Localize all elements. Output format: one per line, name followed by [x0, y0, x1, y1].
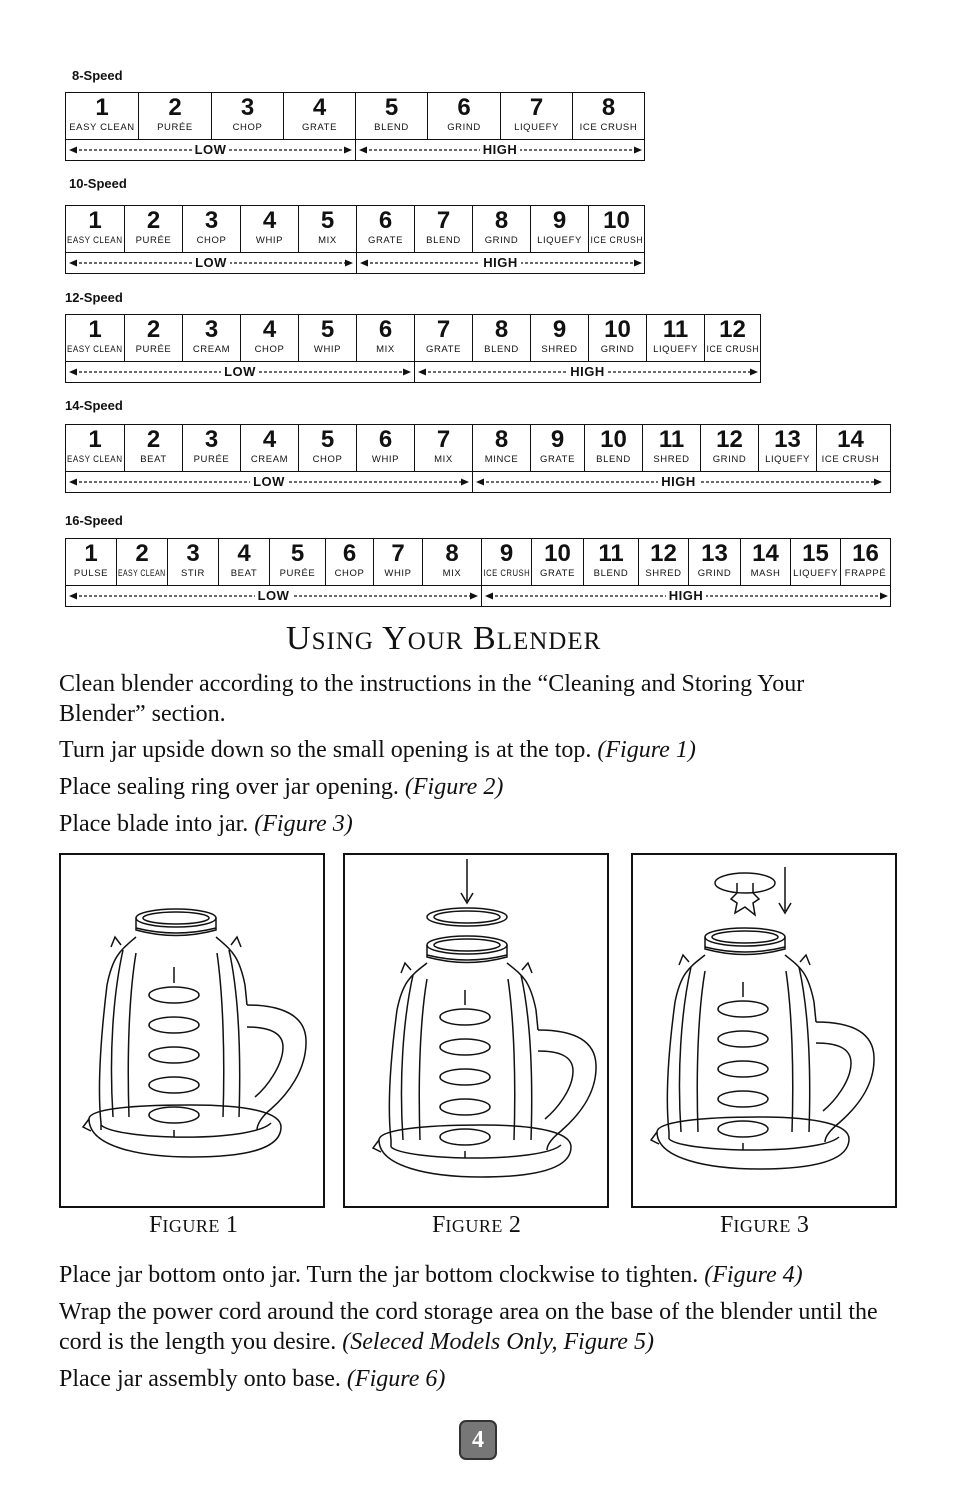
speed-range-row: [66, 253, 644, 273]
speed-cell: [646, 315, 704, 361]
speed-number: 16: [852, 540, 879, 567]
speed-cells-row: [66, 93, 644, 140]
range-low-label: LOW: [255, 588, 293, 603]
range-high: [356, 253, 644, 273]
figure-ref-6: (Figure 6): [346, 1366, 446, 1392]
speed-number: 5: [320, 426, 335, 453]
speed-number: 13: [774, 426, 801, 453]
speed-number: 11: [658, 426, 685, 453]
instruction-blade: [59, 809, 919, 839]
speed-number: 8: [445, 540, 459, 567]
speed-label: PURÉE: [193, 454, 230, 465]
speed-number: 7: [529, 94, 544, 121]
title-rest-our: OUR: [407, 628, 464, 655]
speed-number: 2: [146, 316, 161, 343]
speed-cell: [138, 93, 211, 139]
speed-cell: [816, 425, 884, 471]
speed-number: 2: [146, 207, 161, 234]
speed-table-14: [65, 424, 891, 493]
speed-number: 11: [598, 540, 624, 567]
speed-cell: [298, 425, 356, 471]
speed-number: 3: [204, 207, 219, 234]
range-high: [472, 472, 884, 492]
range-low: [66, 586, 481, 606]
speed-cell: [572, 93, 644, 139]
speed-label: LIQUEFY: [793, 568, 838, 579]
title-rest-sing: SING: [311, 628, 374, 655]
speed-label: WHIP: [371, 454, 400, 465]
figure-3-blade: [631, 853, 897, 1208]
speed-label: BLEND: [374, 122, 409, 133]
speed-label: PURÉE: [135, 235, 172, 246]
speed-cell: [298, 315, 356, 361]
speed-cell: [481, 539, 531, 585]
speed-cell: [325, 539, 373, 585]
speed-number: 6: [378, 316, 393, 343]
speed-cell: [584, 425, 642, 471]
speed-range-row: [66, 140, 644, 160]
speed-cell: [182, 315, 240, 361]
speed-cell: [373, 539, 422, 585]
speed-cell: [472, 425, 530, 471]
speed-number: 12: [650, 540, 677, 567]
range-high: [355, 140, 644, 160]
speed-number: 8: [494, 426, 509, 453]
speed-chart-title-10: 10-Speed: [69, 176, 127, 191]
speed-cell: [530, 425, 584, 471]
range-high-label: HIGH: [480, 255, 521, 270]
speed-label: MIX: [434, 454, 453, 465]
speed-label: PURÉE: [157, 122, 193, 133]
speed-number: 5: [320, 207, 335, 234]
caption-3-initial: F: [720, 1212, 734, 1238]
instruction-jar-assembly: [59, 1364, 919, 1394]
speed-cell: [414, 425, 472, 471]
speed-cell: [355, 93, 427, 139]
range-low: [66, 472, 472, 492]
speed-number: 2: [146, 426, 161, 453]
speed-cell: [124, 315, 182, 361]
speed-label: ICE CRUSH: [483, 568, 530, 579]
speed-label: GRIND: [600, 344, 635, 355]
speed-number: 7: [436, 316, 451, 343]
speed-cell: [758, 425, 816, 471]
speed-cell: [700, 425, 758, 471]
range-low-label: LOW: [221, 364, 259, 379]
speed-label: GRIND: [712, 454, 747, 465]
range-high-label: HIGH: [567, 364, 608, 379]
speed-cells-row: [66, 425, 890, 472]
speed-number: 1: [95, 94, 109, 121]
speed-number: 10: [603, 207, 630, 234]
speed-number: 9: [552, 207, 567, 234]
speed-label: SHRED: [645, 568, 682, 579]
instruction-sealing-ring: [59, 772, 919, 802]
speed-number: 5: [290, 540, 305, 567]
range-high: [414, 362, 760, 382]
speed-cell: [642, 425, 700, 471]
speed-label: FRAPPÉ: [844, 568, 887, 579]
speed-number: 8: [494, 316, 509, 343]
speed-cell: [472, 206, 530, 252]
speed-label: ICE CRUSH: [590, 235, 643, 246]
instruction-turn-jar: [59, 735, 919, 765]
range-high-label: HIGH: [666, 588, 707, 603]
speed-number: 4: [262, 316, 277, 343]
speed-number: 4: [262, 426, 277, 453]
speed-label: CHOP: [254, 344, 285, 355]
speed-cell: [182, 425, 240, 471]
speed-cell: [704, 315, 760, 361]
speed-number: 10: [544, 540, 571, 567]
range-low: [66, 253, 356, 273]
speed-cell: [638, 539, 688, 585]
speed-cell: [588, 315, 646, 361]
speed-cells-row: [66, 539, 890, 586]
speed-label: EASY CLEAN: [118, 568, 166, 579]
speed-cell: [124, 425, 182, 471]
speed-label: CHOP: [312, 454, 343, 465]
speed-cell: [356, 206, 414, 252]
title-rest-lender: LENDER: [496, 628, 602, 655]
speed-label: BLEND: [426, 235, 461, 246]
speed-number: 15: [802, 540, 829, 567]
instruction-clean-text: Clean blender according to the instructions in the “Cleaning and Storing Your Blender” section.: [59, 671, 805, 727]
speed-label: GRATE: [367, 235, 404, 246]
speed-label: MIX: [376, 344, 395, 355]
speed-number: 5: [384, 94, 399, 121]
speed-number: 9: [552, 316, 567, 343]
speed-number: 1: [84, 540, 98, 567]
speed-number: 7: [436, 207, 451, 234]
range-low-label: LOW: [192, 142, 230, 157]
speed-cell: [66, 425, 124, 471]
speed-label: LIQUEFY: [653, 344, 698, 355]
figure-2-sealing-ring: [343, 853, 609, 1208]
speed-number: 6: [342, 540, 357, 567]
instruction-jar-bottom-text: Place jar bottom onto jar. Turn the jar bottom clockwise to tighten.: [59, 1262, 705, 1288]
instruction-power-cord-text: Wrap the power cord around the cord storage area on the base of the blender until the cord is the length you desire.: [59, 1299, 878, 1355]
speed-cell: [422, 539, 481, 585]
figure-caption-2: [432, 1212, 521, 1239]
speed-label: GRIND: [697, 568, 732, 579]
caption-3-rest: IGURE: [733, 1216, 791, 1236]
speed-cell: [167, 539, 218, 585]
speed-number: 3: [240, 94, 255, 121]
speed-label: EASY CLEAN: [69, 122, 135, 133]
speed-cell: [790, 539, 840, 585]
instruction-power-cord: [59, 1297, 909, 1357]
speed-number: 10: [604, 316, 631, 343]
speed-cells-row: [66, 315, 760, 362]
speed-cell: [688, 539, 740, 585]
speed-cell: [414, 315, 472, 361]
speed-cell: [240, 425, 298, 471]
page-number: 4: [459, 1420, 497, 1460]
title-initial-u: U: [286, 620, 312, 657]
speed-cell: [124, 206, 182, 252]
speed-label: GRIND: [484, 235, 519, 246]
range-high: [481, 586, 890, 606]
speed-cell: [531, 539, 583, 585]
speed-cell: [116, 539, 167, 585]
speed-label: MIX: [442, 568, 462, 579]
instruction-clean: [59, 669, 859, 729]
speed-number: 1: [88, 207, 102, 234]
caption-3-number: 3: [796, 1212, 809, 1238]
instruction-jar-bottom: [59, 1260, 939, 1290]
speed-cell: [66, 315, 124, 361]
speed-number: 3: [186, 540, 200, 567]
speed-cell: [298, 206, 356, 252]
speed-number: 4: [312, 94, 327, 121]
speed-label: LIQUEFY: [537, 235, 582, 246]
speed-label: GRATE: [539, 454, 576, 465]
figure-caption-1: [149, 1212, 238, 1239]
speed-number: 9: [550, 426, 565, 453]
speed-range-row: [66, 472, 890, 492]
speed-number: 7: [391, 540, 405, 567]
title-initial-b: B: [473, 620, 497, 657]
speed-chart-title-16: 16-Speed: [65, 513, 123, 528]
speed-cell: [356, 315, 414, 361]
figure-ref-3: (Figure 3): [254, 811, 353, 837]
speed-number: 6: [378, 207, 393, 234]
speed-cell: [66, 206, 124, 252]
speed-cell: [840, 539, 890, 585]
speed-range-row: [66, 586, 890, 606]
speed-label: LIQUEFY: [514, 122, 559, 133]
speed-cell: [530, 315, 588, 361]
speed-label: BLEND: [593, 568, 629, 579]
speed-cell: [583, 539, 638, 585]
range-low-label: LOW: [192, 255, 230, 270]
speed-number: 8: [601, 94, 616, 121]
speed-label: ICE CRUSH: [821, 454, 880, 465]
speed-label: GRATE: [301, 122, 338, 133]
speed-number: 12: [716, 426, 743, 453]
caption-1-number: 1: [225, 1212, 238, 1238]
blender-jar-with-blade-illustration: [633, 855, 895, 1206]
speed-cell: [472, 315, 530, 361]
speed-cell: [66, 93, 138, 139]
speed-number: 3: [204, 316, 219, 343]
speed-cell: [414, 206, 472, 252]
page-title: [286, 620, 601, 658]
range-high-label: HIGH: [658, 474, 699, 489]
instruction-blade-text: Place blade into jar.: [59, 811, 255, 837]
speed-label: GRIND: [447, 122, 481, 133]
speed-label: MIX: [318, 235, 337, 246]
speed-chart-title-8: 8-Speed: [72, 68, 123, 83]
caption-1-initial: F: [149, 1212, 163, 1238]
instruction-sealing-ring-text: Place sealing ring over jar opening.: [59, 774, 405, 800]
range-low: [66, 140, 355, 160]
speed-cell: [283, 93, 355, 139]
speed-label: CREAM: [250, 454, 289, 465]
speed-number: 2: [168, 94, 182, 121]
range-high-label: HIGH: [480, 142, 521, 157]
blender-jar-with-ring-illustration: [345, 855, 607, 1206]
speed-table-10: [65, 205, 645, 274]
speed-label: GRATE: [539, 568, 576, 579]
speed-table-12: [65, 314, 761, 383]
speed-cell: [269, 539, 325, 585]
speed-cell: [240, 206, 298, 252]
speed-label: PURÉE: [279, 568, 316, 579]
speed-range-row: [66, 362, 760, 382]
speed-number: 4: [237, 540, 251, 567]
figure-ref-5: (Seleced Models Only, Figure 5): [342, 1329, 654, 1355]
speed-table-8: [65, 92, 645, 161]
instruction-turn-jar-text: Turn jar upside down so the small opening is at the top.: [59, 737, 598, 763]
speed-cell: [530, 206, 588, 252]
speed-number: 3: [204, 426, 219, 453]
figure-1-jar-upside-down: [59, 853, 325, 1208]
blender-jar-illustration: [61, 855, 323, 1206]
speed-number: 7: [436, 426, 451, 453]
caption-2-initial: F: [432, 1212, 446, 1238]
speed-label: BEAT: [140, 454, 167, 465]
speed-cell: [211, 93, 283, 139]
speed-label: PULSE: [73, 568, 109, 579]
speed-number: 1: [88, 426, 102, 453]
title-initial-y: Y: [382, 620, 408, 657]
speed-chart-title-12: 12-Speed: [65, 290, 123, 305]
figure-caption-3: [720, 1212, 809, 1239]
speed-label: MASH: [750, 568, 781, 579]
speed-label: PURÉE: [135, 344, 172, 355]
speed-cell: [427, 93, 500, 139]
speed-chart-title-14: 14-Speed: [65, 398, 123, 413]
speed-label: MINCE: [484, 454, 519, 465]
speed-number: 6: [378, 426, 393, 453]
speed-number: 1: [88, 316, 102, 343]
speed-cell: [218, 539, 269, 585]
speed-label: CHOP: [196, 235, 227, 246]
speed-label: CREAM: [192, 344, 231, 355]
speed-label: STIR: [180, 568, 206, 579]
speed-label: BLEND: [484, 344, 519, 355]
speed-cell: [240, 315, 298, 361]
speed-number: 11: [662, 316, 689, 343]
speed-number: 5: [320, 316, 335, 343]
speed-cell: [500, 93, 572, 139]
speed-label: BLEND: [596, 454, 631, 465]
speed-number: 10: [600, 426, 627, 453]
speed-label: EASY CLEAN: [67, 344, 123, 355]
speed-number: 12: [719, 316, 746, 343]
speed-label: EASY CLEAN: [67, 454, 123, 465]
speed-label: WHIP: [255, 235, 284, 246]
speed-label: WHIP: [313, 344, 342, 355]
speed-number: 9: [499, 540, 514, 567]
speed-label: CHOP: [334, 568, 365, 579]
speed-label: GRATE: [425, 344, 462, 355]
speed-cells-row: [66, 206, 644, 253]
speed-number: 13: [701, 540, 728, 567]
figure-ref-4: (Figure 4): [704, 1262, 803, 1288]
speed-number: 6: [457, 94, 471, 121]
speed-label: ICE CRUSH: [706, 344, 759, 355]
speed-label: CHOP: [232, 122, 263, 133]
speed-cell: [588, 206, 644, 252]
speed-label: LIQUEFY: [765, 454, 810, 465]
speed-cell: [66, 539, 116, 585]
speed-label: SHRED: [541, 344, 578, 355]
speed-cell: [182, 206, 240, 252]
speed-cell: [356, 425, 414, 471]
speed-label: ICE CRUSH: [579, 122, 638, 133]
instruction-jar-assembly-text: Place jar assembly onto base.: [59, 1366, 347, 1392]
speed-label: WHIP: [384, 568, 412, 579]
speed-label: EASY CLEAN: [67, 235, 123, 246]
figure-ref-1: (Figure 1): [597, 737, 696, 763]
speed-cell: [740, 539, 790, 585]
caption-2-rest: IGURE: [445, 1216, 503, 1236]
speed-number: 14: [752, 540, 779, 567]
speed-number: 8: [494, 207, 509, 234]
speed-label: SHRED: [653, 454, 690, 465]
speed-label: BEAT: [230, 568, 258, 579]
caption-2-number: 2: [508, 1212, 521, 1238]
figure-ref-2: (Figure 2): [404, 774, 504, 800]
speed-number: 4: [262, 207, 277, 234]
speed-table-16: [65, 538, 891, 607]
speed-number: 14: [837, 426, 864, 453]
speed-number: 2: [135, 540, 149, 567]
range-low-label: LOW: [250, 474, 288, 489]
caption-1-rest: IGURE: [162, 1216, 220, 1236]
range-low: [66, 362, 414, 382]
